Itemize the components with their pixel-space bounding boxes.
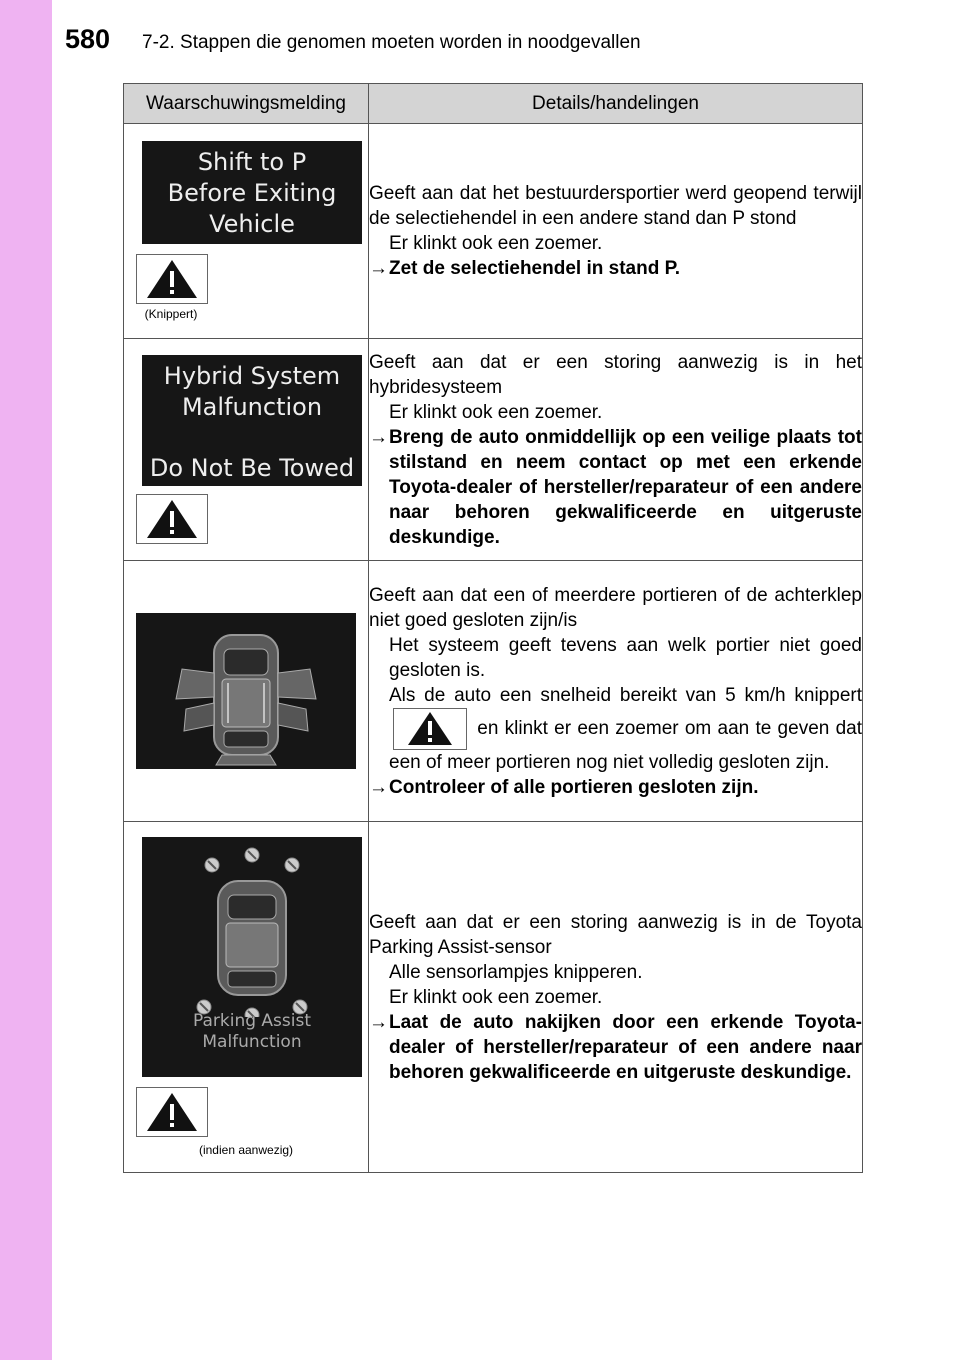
screen-line: Shift to P: [197, 148, 307, 176]
screen-line: Parking Assist: [192, 1011, 312, 1031]
display-screen-shift-to-p: [142, 141, 362, 244]
action-text: Breng de auto onmiddellijk op een veilige plaats tot stilstand en neem contact op met een erkende Toyota-dealer of hersteller/reparateur of een andere naar behoren gekwalificeerde en uitgeruste deskundige.: [389, 426, 862, 548]
action-instruction: [369, 1010, 862, 1085]
note-text: Er klinkt ook een zoemer.: [389, 233, 603, 254]
note-text: Er klinkt ook een zoemer.: [389, 401, 603, 423]
page-number: 580: [65, 24, 111, 54]
warning-visual-cell: [124, 339, 369, 561]
action-instruction: [369, 775, 862, 800]
arrow-icon: →: [369, 776, 388, 798]
warning-visual-cell: [124, 561, 369, 822]
warning-visual-cell: [124, 124, 369, 339]
parking-sensor-icon: [142, 837, 362, 1077]
speed-note: [369, 683, 862, 775]
action-instruction: [369, 425, 862, 550]
speed-note-after: en klinkt er een zoemer om aan te geven dat een of meer portieren nog niet volledig gesloten zijn.: [389, 717, 862, 773]
chapter-tab-strip: [0, 0, 52, 1360]
screen-line: [142, 423, 362, 453]
screen-line: Malfunction: [181, 393, 323, 421]
action-text: Controleer of alle portieren gesloten zijn.: [389, 776, 759, 798]
description-text: Geeft aan dat er een storing aanwezig is in het hybridesysteem: [369, 351, 862, 398]
table-header-row: [124, 84, 863, 124]
warning-triangle-icon: [393, 708, 467, 750]
speed-note-before: Als de auto een snelheid bereikt van 5 km/h knippert: [389, 684, 862, 706]
warning-visual-cell: [124, 822, 369, 1173]
note-text: Alle sensorlampjes knipperen.: [389, 961, 643, 983]
warning-triangle-icon: [136, 1087, 208, 1137]
column-header-warning: Waarschuwingsmelding: [124, 84, 369, 124]
table-row: [124, 561, 863, 822]
details-cell: [369, 339, 863, 561]
section-title: 7-2. Stappen die genomen moeten worden in noodgevallen: [142, 32, 641, 53]
action-text: Zet de selectiehendel in stand P.: [389, 258, 681, 279]
note-text: Het systeem geeft tevens aan welk portier niet goed gesloten is.: [389, 634, 862, 681]
screen-line: Vehicle: [209, 210, 295, 238]
details-cell: [369, 561, 863, 822]
table-row: [124, 339, 863, 561]
details-cell: [369, 124, 863, 339]
screen-line: Malfunction: [202, 1032, 302, 1052]
blink-caption: (Knippert): [144, 307, 198, 321]
warning-message-table: [123, 83, 863, 1173]
table-row: [124, 124, 863, 339]
arrow-icon: →: [369, 1011, 388, 1033]
column-header-details: Details/handelingen: [369, 84, 863, 124]
screen-line: Do Not Be Towed: [149, 454, 355, 482]
screen-line: Hybrid System: [163, 362, 341, 390]
description-text: Geeft aan dat er een storing aanwezig is in de Toyota Parking Assist-sensor: [369, 911, 862, 958]
display-screen-hybrid-malfunction: [142, 355, 362, 486]
screen-line: Before Exiting: [167, 179, 337, 207]
arrow-icon: →: [369, 258, 388, 279]
arrow-icon: →: [369, 426, 388, 448]
description-text: Geeft aan dat een of meerdere portieren of de achterklep niet goed gesloten zijn/is: [369, 584, 862, 631]
action-text: Laat de auto nakijken door een erkende Toyota-dealer of hersteller/reparateur of een andere naar behoren gekwalificeerde en uitgeruste deskundige.: [389, 1011, 862, 1083]
note-text: Er klinkt ook een zoemer.: [389, 986, 603, 1008]
table-row: [124, 822, 863, 1173]
warning-triangle-icon: [136, 254, 208, 304]
action-instruction: [369, 256, 862, 281]
description-text: Geeft aan dat het bestuurdersportier werd geopend terwijl de selectiehendel in een andere stand dan P stond: [369, 183, 862, 229]
details-cell: [369, 822, 863, 1173]
car-doors-open-icon: [136, 613, 356, 769]
optional-caption: (indien aanwezig): [198, 1143, 294, 1157]
warning-triangle-icon: [136, 494, 208, 544]
